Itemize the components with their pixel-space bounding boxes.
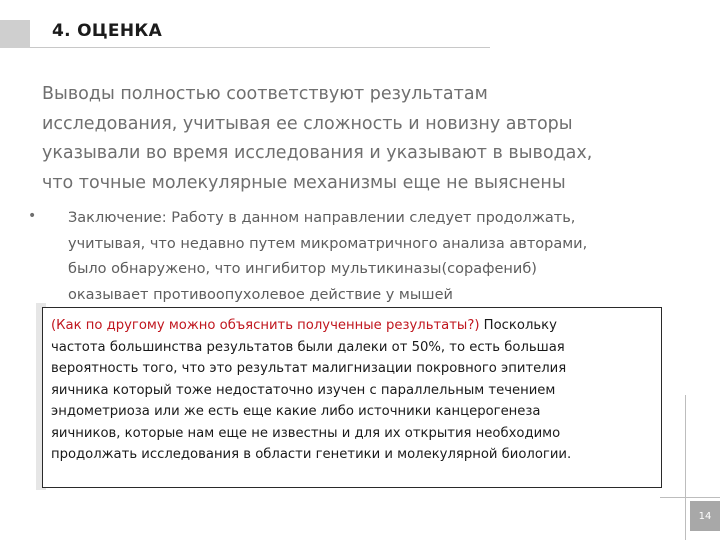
title-divider <box>30 47 490 48</box>
lead-paragraph <box>42 80 682 198</box>
note-line: вероятность того, что это результат малигнизации покровного эпителия <box>51 361 567 376</box>
bullet-line: Заключение: Работу в данном направлении следует продолжать, <box>68 210 576 226</box>
lead-line: что точные молекулярные механизмы еще не выяснены <box>42 172 566 193</box>
note-box <box>42 307 662 488</box>
lead-line: исследования, учитывая ее сложность и новизну авторы <box>42 113 573 134</box>
bullet-icon: • <box>28 208 37 224</box>
decorative-horizontal-line <box>660 497 720 498</box>
lead-line: Выводы полностью соответствуют результатам <box>42 84 488 104</box>
note-line: яичников, которые нам еще не известны и для их открытия необходимо <box>51 425 561 441</box>
conclusion-bullet <box>68 206 688 308</box>
slide-title: 4. ОЦЕНКА <box>52 21 163 41</box>
note-line: яичника который тоже недостаточно изучен с параллельным течением <box>51 382 556 398</box>
decorative-vertical-line <box>685 395 686 540</box>
bullet-line: учитывая, что недавно путем микроматричного анализа авторами, <box>68 235 588 252</box>
bullet-line: было обнаружено, что ингибитор мультикиназы(сорафениб) <box>68 261 537 277</box>
page-number-badge: 14 <box>690 501 720 531</box>
note-question: (Как по другому можно объяснить полученные результаты?) <box>51 318 480 333</box>
lead-line: указывали во время исследования и указывают в выводах, <box>42 143 593 163</box>
note-line: эндометриоза или же есть еще какие либо источники канцерогенеза <box>51 404 541 419</box>
title-accent-bar <box>0 20 30 48</box>
bullet-line: оказывает противоопухолевое действие у мышей <box>68 286 453 303</box>
note-line: частота большинства результатов были далеки от 50%, то есть большая <box>51 339 565 355</box>
note-first-line-rest: Поскольку <box>479 318 557 333</box>
note-line <box>51 315 661 337</box>
note-line: продолжать исследования в области генетики и молекулярной биологии. <box>51 447 572 462</box>
